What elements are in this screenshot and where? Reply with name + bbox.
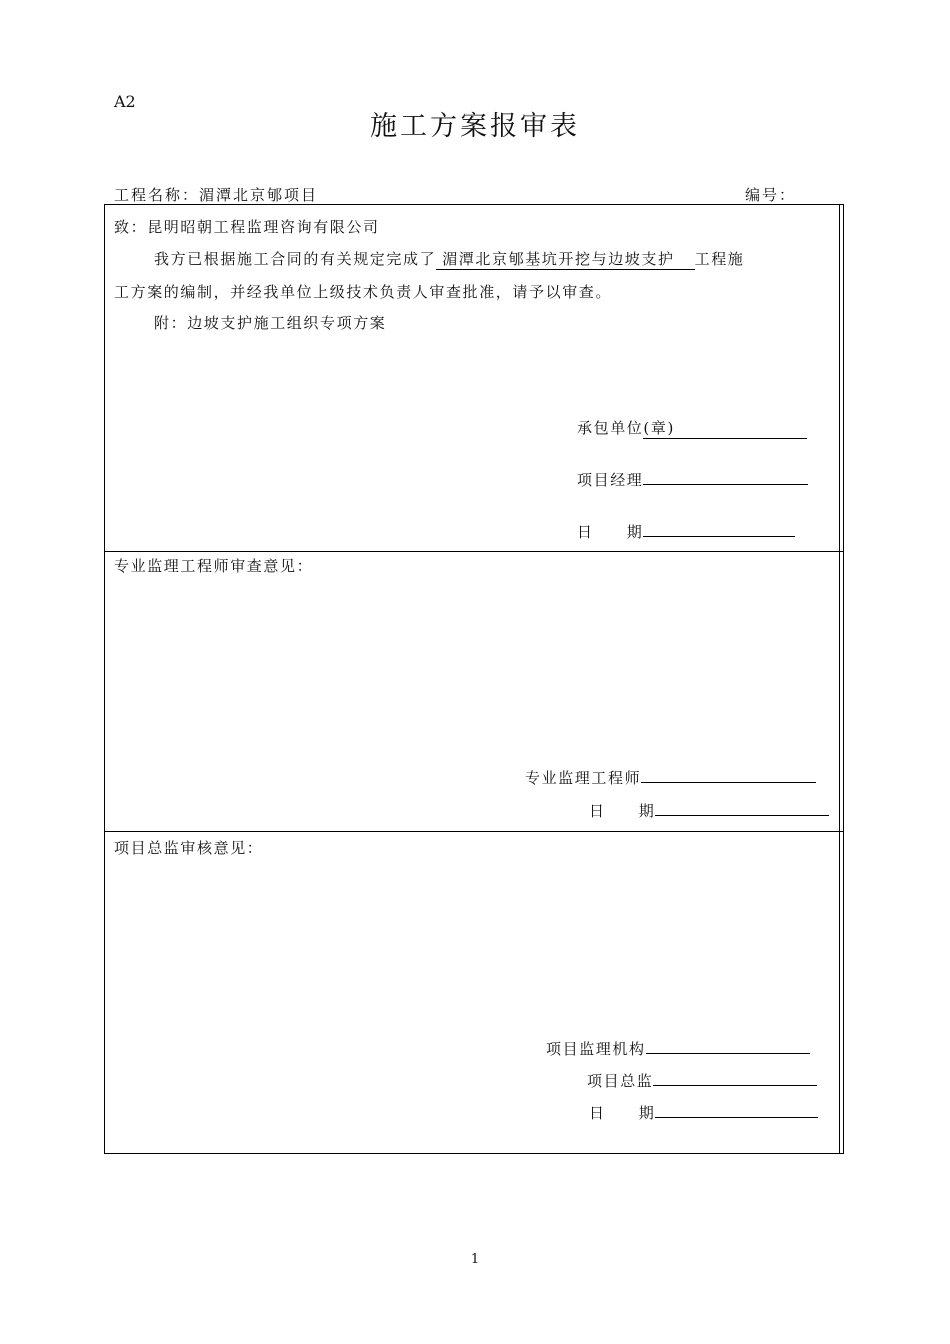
engineer-signature: [525, 767, 816, 788]
seal-label: (章): [643, 419, 675, 437]
engineer-date: [589, 800, 829, 821]
project-manager-label: 项目经理: [577, 471, 644, 489]
filled-project-name: 湄潭北京郇基坑开挖与边坡支护: [436, 248, 694, 270]
submission-statement-line1: [154, 248, 744, 270]
engineer-signature-field[interactable]: [641, 768, 816, 783]
contractor-unit-signature: [577, 417, 807, 439]
chief-supervisor-label: 项目总监: [587, 1072, 654, 1090]
engineer-review-heading: 专业监理工程师审查意见：: [114, 557, 314, 575]
contractor-date-field[interactable]: [643, 522, 795, 537]
contractor-unit-label: 承包单位: [577, 419, 644, 437]
engineer-label: 专业监理工程师: [525, 769, 642, 787]
statement-suffix: 工程施: [694, 250, 745, 268]
statement-prefix: 我方已根据施工合同的有关规定完成了: [154, 250, 437, 268]
chief-date-field[interactable]: [655, 1103, 818, 1118]
form-code: A2: [114, 92, 136, 111]
section-divider-1: [104, 551, 844, 552]
project-manager-field[interactable]: [643, 470, 808, 485]
chief-supervisor-signature: [587, 1070, 817, 1091]
chief-date-label: 日 期: [589, 1104, 656, 1122]
section-divider-2: [104, 831, 844, 832]
submission-statement-line2: 工方案的编制，并经我单位上级技术负责人审查批准，请予以审查。: [114, 283, 613, 301]
chief-date: [589, 1102, 818, 1123]
seal-field[interactable]: [643, 417, 807, 439]
form-title: 施工方案报审表: [370, 111, 580, 142]
chief-supervisor-field[interactable]: [653, 1071, 817, 1086]
attachment-line: 附：边坡支护施工组织专项方案: [154, 314, 387, 332]
supervision-org-signature: [546, 1038, 810, 1059]
supervision-org-label: 项目监理机构: [546, 1040, 646, 1058]
project-manager-signature: [577, 469, 808, 490]
addressee-line: 致：昆明昭朝工程监理咨询有限公司: [114, 218, 380, 236]
supervision-org-field[interactable]: [646, 1039, 810, 1054]
serial-number-label: 编号：: [745, 186, 797, 204]
engineer-date-field[interactable]: [655, 801, 829, 816]
contractor-date-label: 日 期: [577, 523, 644, 541]
engineer-date-label: 日 期: [589, 802, 656, 820]
chief-review-heading: 项目总监审核意见：: [114, 839, 264, 857]
project-name: 工程名称：湄潭北京郇项目: [114, 186, 319, 204]
review-form-table: [104, 204, 844, 1154]
page-number: 1: [470, 1252, 480, 1267]
contractor-date: [577, 521, 795, 542]
table-double-border: [839, 204, 840, 1154]
